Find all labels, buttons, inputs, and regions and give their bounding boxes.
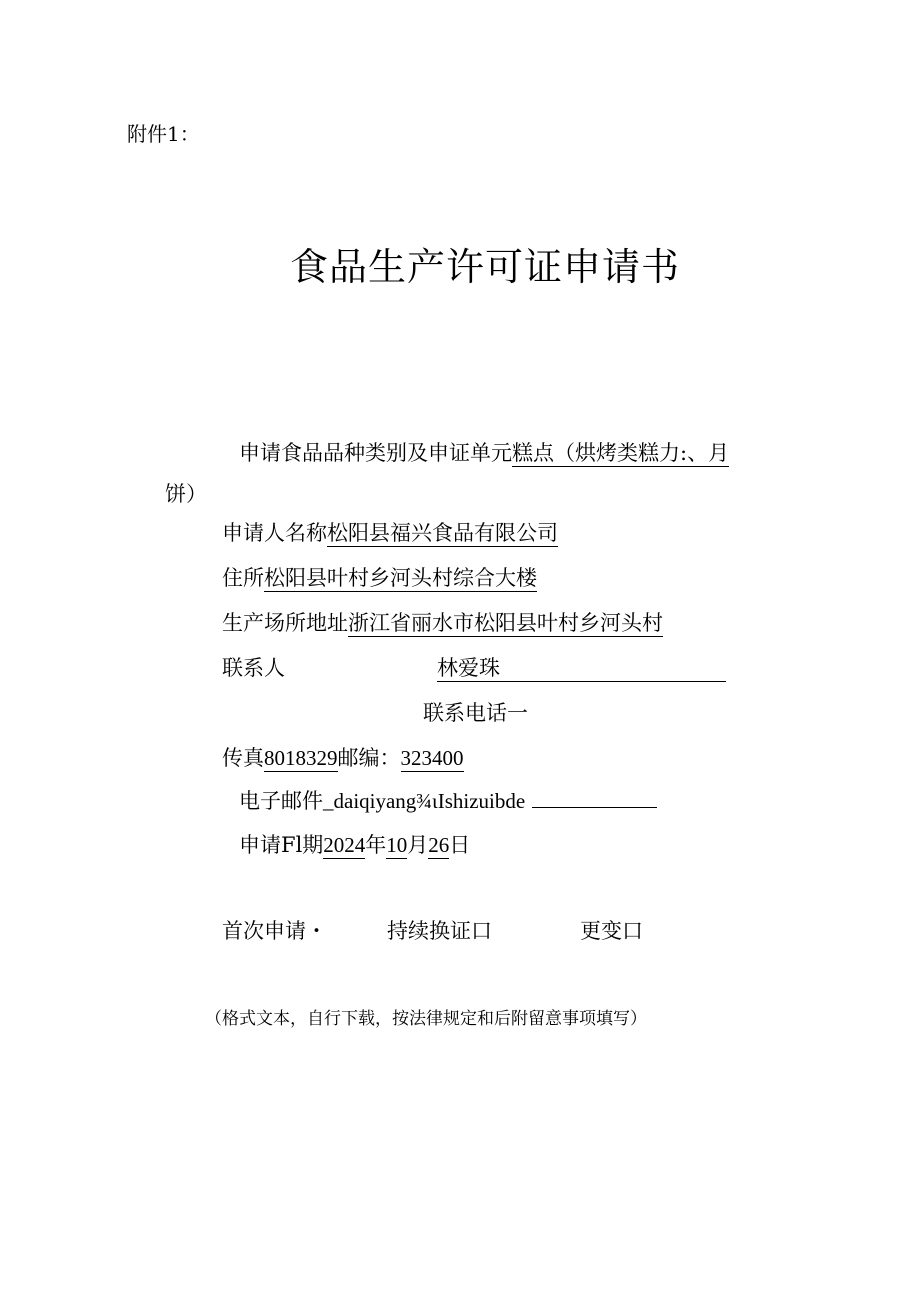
- date-year-unit: 年: [365, 833, 387, 857]
- production-site-label: 生产场所地址: [222, 611, 348, 635]
- fax-postcode-row: [222, 745, 464, 771]
- postcode-label: 邮编：: [337, 746, 401, 770]
- attachment-label: 附件1：: [127, 122, 200, 146]
- fax-value: 8018329: [264, 746, 338, 770]
- date-label: 申请Fl期: [239, 833, 324, 857]
- applicant-row: [222, 520, 558, 546]
- page-title: 食品生产许可证申请书: [290, 245, 681, 289]
- date-day: 26: [428, 833, 450, 857]
- option-first-application[interactable]: 首次申请・: [222, 919, 327, 943]
- category-value-line1: 糕点（烘烤类糕力:、月: [512, 441, 730, 465]
- production-site-value: 浙江省丽水市松阳县叶村乡河头村: [348, 611, 663, 635]
- date-month-unit: 月: [407, 833, 429, 857]
- category-row: [239, 440, 729, 466]
- fax-label: 传真: [222, 746, 264, 770]
- option-change[interactable]: 更变口: [580, 919, 643, 943]
- email-label: 电子邮件: [239, 789, 323, 813]
- option-renewal[interactable]: 持续换证口: [387, 919, 492, 943]
- applicant-value: 松阳县福兴食品有限公司: [327, 521, 558, 545]
- format-note: （格式文本，自行下载，按法律规定和后附留意事项填写）: [205, 1009, 647, 1029]
- residence-row: [222, 565, 537, 591]
- email-value: _daiqiyang¾ιIshizuibde: [323, 789, 526, 813]
- date-year: 2024: [323, 833, 366, 857]
- applicant-label: 申请人名称: [222, 521, 327, 545]
- residence-value: 松阳县叶村乡河头村综合大楼: [264, 566, 537, 590]
- email-blank-line: [532, 807, 657, 808]
- contact-value: 林爱珠: [437, 655, 726, 682]
- production-site-row: [222, 610, 663, 636]
- residence-label: 住所: [222, 566, 264, 590]
- postcode-value: 323400: [400, 746, 464, 770]
- date-day-unit: 日: [449, 833, 471, 857]
- date-month: 10: [386, 833, 408, 857]
- category-label: 申请食品品种类别及申证单元: [239, 441, 512, 465]
- email-row: [239, 788, 657, 814]
- date-row: [239, 832, 470, 858]
- contact-label: 联系人: [222, 656, 285, 680]
- category-value-line2: 饼）: [165, 482, 207, 506]
- phone-label: 联系电话一: [423, 701, 528, 725]
